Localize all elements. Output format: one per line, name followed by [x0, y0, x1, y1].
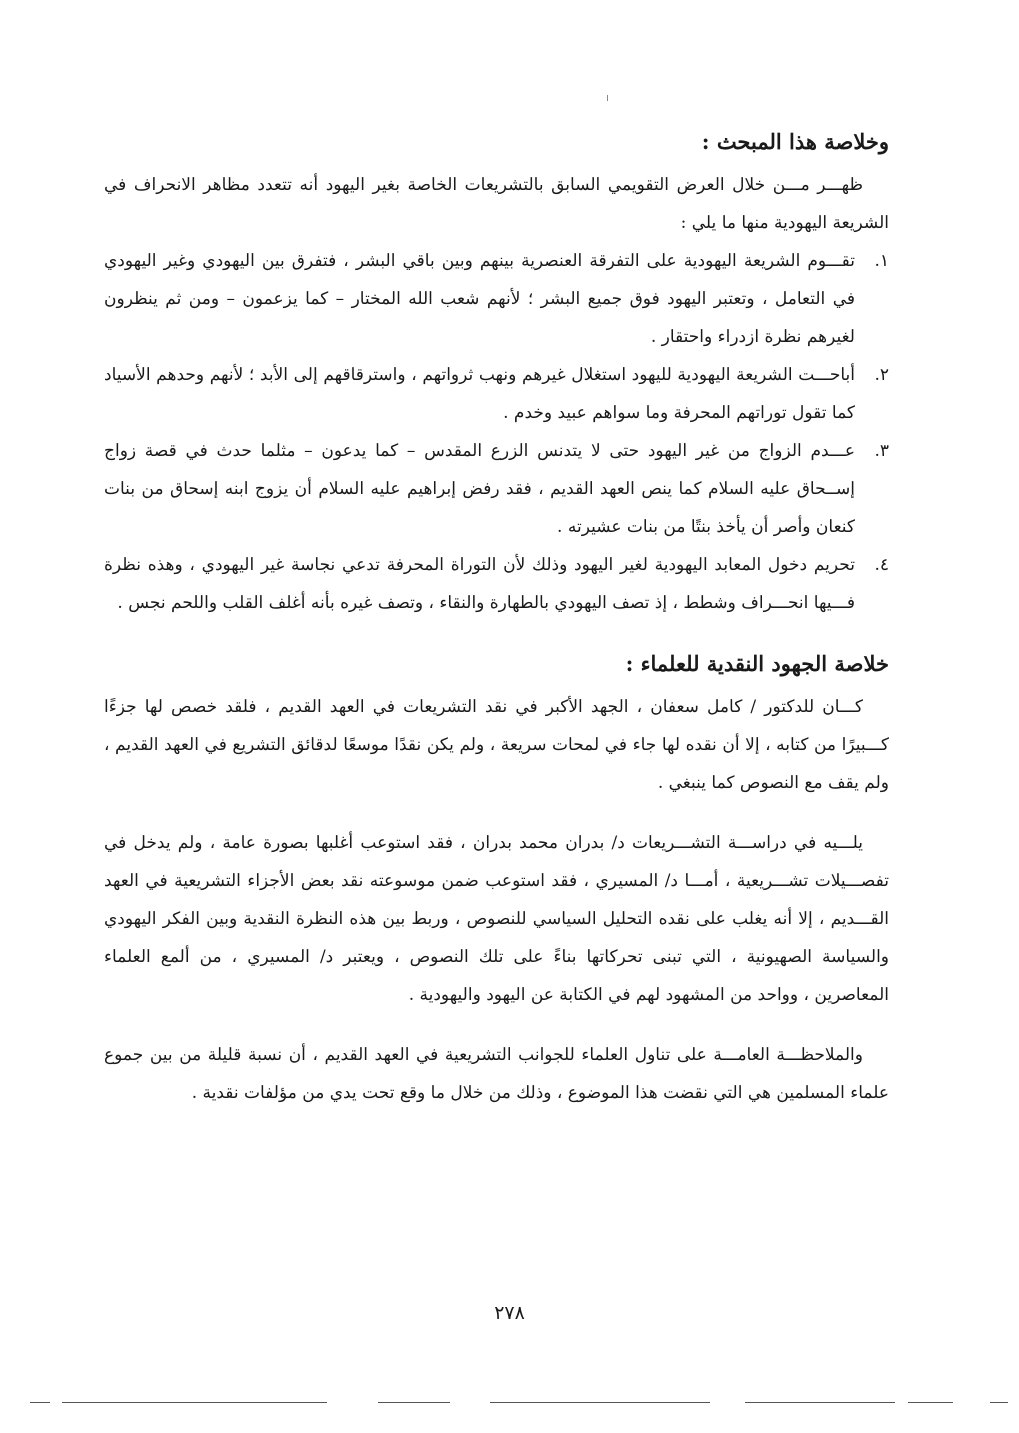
section-heading-critical-efforts: خلاصة الجهود النقدية للعلماء : [625, 651, 889, 676]
list-item-number: ٢. [874, 365, 889, 385]
list-item [104, 432, 889, 546]
page-body [104, 122, 889, 1112]
list-item-text: تقـــوم الشريعة اليهودية على التفرقة العنصرية بينهم وبين باقي البشر ، فتفرق بين اليهودي وغير اليهودي في التعامل ، وتعتبر اليهود فوق جميع البشر ؛ لأنهم شعب الله المختار – كما يزعمون – ومن ثم ينظرون لغيرهم نظرة ازدراء واحتقار . [104, 251, 855, 347]
footer-rule [745, 1402, 895, 1403]
list-item-text: أباحـــت الشريعة اليهودية لليهود استغلال غيرهم ونهب ثرواتهم ، واسترقاقهم إلى الأبد ؛ لأنهم وحدهم الأسياد كما تقول توراتهم المحرفة وما سواهم عبيد وخدم . [104, 365, 856, 423]
list-item-number: ١. [874, 251, 889, 271]
deviation-points-list [104, 242, 889, 622]
footer-rule [62, 1402, 327, 1403]
body-paragraph: كـــان للدكتور / كامل سعفان ، الجهد الأكبر في نقد التشريعات في العهد القديم ، فلقد خصص لها جزءًا كـــبيرًا من كتابه ، إلا أن نقده لها جاء في لمحات سريعة ، ولم يكن نقدًا موسعًا لدقائق التشريع في العهد القديم ، ولم يقف مع النصوص كما ينبغي . [104, 697, 889, 793]
list-item-text: تحريم دخول المعابد اليهودية لغير اليهود وذلك لأن التوراة المحرفة تدعي نجاسة غير اليهودي ، وهذه نظرة فـــيها انحـــراف وشطط ، إذ تصف اليهودي بالطهارة والنقاء ، وتصف غيره بأنه أغلف القلب واللحم نجس . [104, 555, 855, 613]
page-number: ٢٧٨ [494, 1302, 525, 1324]
list-item-number: ٣. [874, 441, 889, 461]
list-item [104, 546, 889, 622]
footer-rule [908, 1402, 953, 1403]
footer-rule [990, 1402, 1008, 1403]
body-paragraph: يلـــيه في دراســـة التشـــريعات د/ بدران محمد بدران ، فقد استوعب أغلبها بصورة عامة ، ولم يدخل في تفصـــيلات تشـــريعية ، أمـــا د/ المسيري ، فقد استوعب ضمن موسوعته نقد بعض الأجزاء التشريعية في العهد القـــديم ، إلا أنه يغلب على نقده التحليل السياسي للنصوص ، وربط بين هذه النظرة النقدية وبين الفكر اليهودي والسياسة الصهيونية ، التي تبنى تحركاتها بناءً على تلك النصوص ، ويعتبر د/ المسيري ، من ألمع العلماء المعاصرين ، وواحد من المشهود لهم في الكتابة عن اليهود واليهودية . [104, 833, 889, 1005]
footer-rule [30, 1402, 50, 1403]
body-paragraph: والملاحظـــة العامـــة على تناول العلماء للجوانب التشريعية في العهد القديم ، أن نسبة قليلة من بين جموع علماء المسلمين هي التي نقضت هذا الموضوع ، وذلك من خلال ما وقع تحت يدي من مؤلفات نقدية . [104, 1045, 889, 1103]
footer-rule [490, 1402, 710, 1403]
section-intro-paragraph: ظهـــر مـــن خلال العرض التقويمي السابق بالتشريعات الخاصة بغير اليهود أنه تتعدد مظاهر الانحراف في الشريعة اليهودية منها ما يلي : [104, 175, 889, 233]
list-item [104, 242, 889, 356]
list-item-number: ٤. [874, 555, 889, 575]
footer-rule [378, 1402, 450, 1403]
section-heading-summary: وخلاصة هذا المبحث : [701, 129, 889, 154]
scan-speck [607, 95, 608, 101]
list-item [104, 356, 889, 432]
list-item-text: عـــدم الزواج من غير اليهود حتى لا يتدنس الزرع المقدس – كما يدعون – مثلما حدث في قصة زواج إســحاق عليه السلام كما ينص العهد القديم ، فقد رفض إبراهيم عليه السلام أن يزوج ابنه إسحاق من بنات كنعان وأصر أن يأخذ بنتًا من بنات عشيرته . [104, 441, 855, 537]
